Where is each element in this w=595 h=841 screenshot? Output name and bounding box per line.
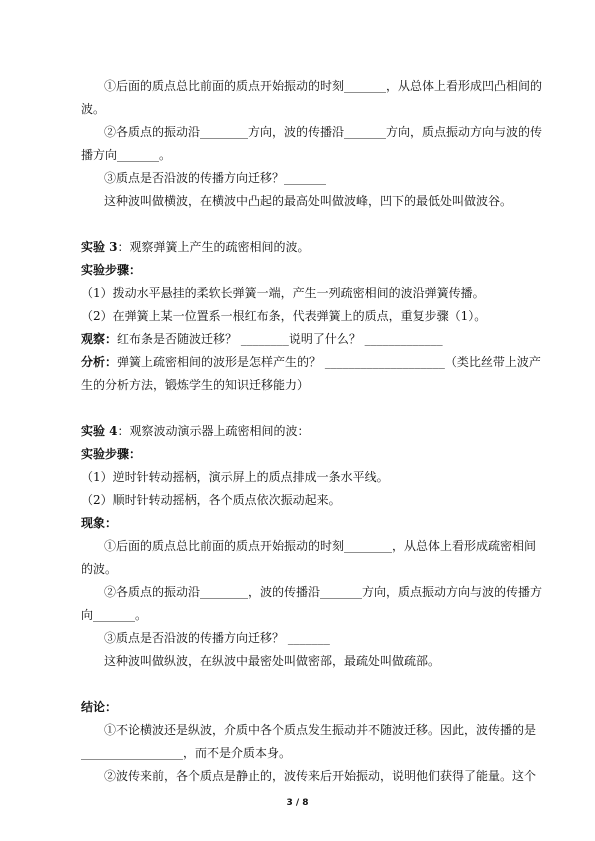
- experiment-4-phenomenon-heading: 现象：: [81, 516, 118, 530]
- text-line: 波。: [81, 102, 106, 116]
- text-line: _________________，而不是介质本身。: [81, 746, 292, 760]
- page-number: 3 / 8: [286, 798, 309, 808]
- experiment-4-steps-heading: 实验步骤：: [81, 447, 142, 461]
- text-line: ②各质点的振动沿________，波的传播沿_______方向，质点振动方向与波的传播方: [104, 585, 543, 599]
- text-line: ①后面的质点总比前面的质点开始振动的时刻_______，从总体上看形成凹凸相间的: [104, 79, 543, 93]
- experiment-3-observe: [81, 331, 443, 347]
- text-line: 的波。: [81, 562, 118, 576]
- experiment-4-text: ：观察波动演示器上疏密相间的波：: [117, 424, 310, 438]
- text-line: ③质点是否沿波的传播方向迁移？ _______: [104, 631, 330, 645]
- conclusion-heading: 结论：: [81, 700, 118, 714]
- text-line: 这种波叫做纵波，在纵波中最密处叫做密部，最疏处叫做疏部。: [104, 654, 441, 668]
- analysis-text: 弹簧上疏密相间的波形是怎样产生的？ ____________________（类比丝带上波产: [117, 355, 541, 369]
- experiment-3-analysis-cont: 生的分析方法，锻炼学生的知识迁移能力）: [81, 378, 310, 392]
- experiment-3-label: 实验 3: [81, 240, 118, 254]
- text-line: ①不论横波还是纵波，介质中各个质点发生振动并不随波迁移。因此，波传播的是: [104, 723, 537, 737]
- experiment-3-analysis: [81, 354, 541, 370]
- text-line: ②各质点的振动沿________方向，波的传播沿_______方向，质点振动方向与波的传: [104, 125, 543, 139]
- experiment-4-title: [81, 423, 310, 439]
- experiment-3-steps-heading: 实验步骤：: [81, 263, 142, 277]
- experiment-4-step-1: （1）逆时针转动摇柄，演示屏上的质点排成一条水平线。: [81, 470, 389, 484]
- observe-label: 观察：: [81, 332, 118, 346]
- experiment-3-step-1: （1）拨动水平悬挂的柔软长弹簧一端，产生一列疏密相间的波沿弹簧传播。: [81, 286, 485, 300]
- observe-text: 红布条是否随波迁移？ ________说明了什么？ _____________: [117, 332, 443, 346]
- text-line: 播方向_______。: [81, 148, 172, 162]
- experiment-3-step-2: （2）在弹簧上某一位置系一根红布条，代表弹簧上的质点，重复步骤（1）。: [81, 309, 487, 323]
- text-line: ①后面的质点总比前面的质点开始振动的时刻________，从总体上看形成疏密相间: [104, 539, 537, 553]
- experiment-3-text: ：观察弹簧上产生的疏密相间的波。: [117, 240, 310, 254]
- text-line: ③质点是否沿波的传播方向迁移？_______: [104, 171, 327, 185]
- experiment-4-step-2: （2）顺时针转动摇柄，各个质点依次振动起来。: [81, 493, 341, 507]
- analysis-label: 分析：: [81, 355, 118, 369]
- text-line: 向_______。: [81, 608, 148, 622]
- experiment-3-title: [81, 239, 310, 255]
- text-line: ②波传来前，各个质点是静止的，波传来后开始振动，说明他们获得了能量。这个: [104, 769, 537, 783]
- experiment-4-label: 实验 4: [81, 424, 118, 438]
- text-line: 这种波叫做横波，在横波中凸起的最高处叫做波峰，凹下的最低处叫做波谷。: [104, 194, 513, 208]
